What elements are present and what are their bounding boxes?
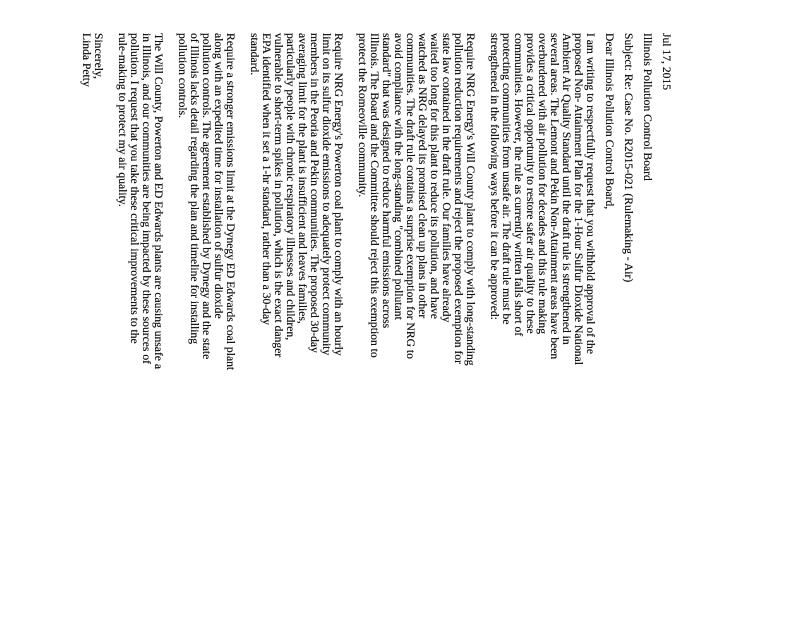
ed-edwards-paragraph bbox=[176, 33, 236, 598]
letter-body bbox=[80, 33, 672, 598]
point2-line: limit on its sulfur dioxide emissions to adequately protect community bbox=[320, 33, 333, 356]
intro-line: provides a critical opportunity to restore safer air quality to these bbox=[524, 33, 537, 334]
closing-line: pollution. I request that you take these critical improvements to the bbox=[128, 33, 141, 344]
letter-signoff: Sincerely, bbox=[92, 33, 105, 79]
intro-line: overburdened with air pollution for decades and this rule making bbox=[536, 33, 549, 335]
intro-line: strengthened in the following ways before it can be approved: bbox=[488, 33, 501, 320]
point3-line: along with an expedited time for installation of sulfur dioxide bbox=[212, 33, 225, 319]
point1-line: protect the Romeoville community. bbox=[356, 33, 369, 198]
point3-line: Require a stronger emissions limit at the Dynegy ED Edwards coal plant bbox=[224, 33, 237, 371]
point3-line: of Illinois lacks detail regarding the plan and timeline for installing bbox=[188, 33, 201, 345]
powerton-paragraph bbox=[248, 33, 344, 598]
intro-paragraph bbox=[488, 33, 596, 598]
point3-line: pollution controls. The agreement established by Dynegy and the state bbox=[200, 33, 213, 360]
intro-line: proposed Non- Attainment Plan for the 1-Hour Sulfur Dioxide National bbox=[572, 33, 585, 365]
closing-line: rule-making to protect my air quality. bbox=[116, 33, 129, 207]
point1-line: Require NRG Energy's Will County plant to comply with long-standing bbox=[464, 33, 477, 366]
closing-line: The Will County, Powerton and ED Edwards plants are causing unsafe a bbox=[152, 33, 165, 369]
intro-line: communities. However, the rule as currently written falls short of bbox=[512, 33, 525, 337]
intro-line: protecting communities from unsafe air. The draft rule must be bbox=[500, 33, 513, 325]
point1-line: pollution reduction requirements and reject the proposed exemption for bbox=[452, 33, 465, 364]
point1-line: Illinois. The Board and the Committee should reject this exemption to bbox=[368, 33, 381, 358]
closing-line: in Illinois, and our communities are being impacted by these sources of bbox=[140, 33, 153, 364]
point2-line: particularly people with chronic respiratory illnesses and children, bbox=[284, 33, 297, 341]
closing-paragraph bbox=[116, 33, 164, 598]
intro-line: several areas. The Lemont and Pekin Non-Attainment areas have been bbox=[548, 33, 561, 360]
point2-line: averaging limit for the plant is insufficient and leaves families, bbox=[296, 33, 309, 324]
point1-line: watched as NRG delayed its promised clean up plans in other bbox=[416, 33, 429, 319]
letter-date: Jul 17, 2015 bbox=[660, 33, 673, 91]
point1-line: communities. The draft rule contains a surprise exemption for NRG to bbox=[404, 33, 417, 359]
point2-line: vulnerable to short-term spikes in pollution, which is the exact danger bbox=[272, 33, 285, 358]
point1-line: standard" that was designed to reduce harmful emissions across bbox=[380, 33, 393, 329]
point2-line: Require NRG Energy's Powerton coal plant to comply with an hourly bbox=[332, 33, 345, 356]
letter-signer: Linda Petty bbox=[80, 33, 93, 87]
letter-recipient: Illinois Pollution Control Board bbox=[641, 33, 654, 181]
point1-line: waited too long for this plant to reduce its pollution, and have bbox=[428, 33, 441, 319]
will-county-paragraph bbox=[356, 33, 476, 598]
letter-subject: Subject: Re: Case No. R2015-021 (Rulemaking - Air) bbox=[622, 33, 635, 283]
point3-line: pollution controls. bbox=[176, 33, 189, 119]
point2-line: standard. bbox=[248, 33, 261, 76]
letter-salutation: Dear Illinois Pollution Control Board, bbox=[603, 33, 616, 210]
intro-line: I am writing to respectfully request that you withhold approval of the bbox=[584, 33, 597, 355]
letter-document bbox=[0, 9, 800, 609]
point2-line: EPA identified when it set a 1-hr standard, rather than a 30-day bbox=[260, 33, 273, 325]
intro-line: Ambient Air Quality Standard until the draft rule is strengthened in bbox=[560, 33, 573, 345]
point2-line: members in the Peoria and Pekin communities. The proposed 30-day bbox=[308, 33, 321, 353]
point1-line: state law contained in the draft rule. Our families have already bbox=[440, 33, 453, 323]
point1-line: avoid compliance with the long-standing "combined pollutant bbox=[392, 33, 405, 320]
